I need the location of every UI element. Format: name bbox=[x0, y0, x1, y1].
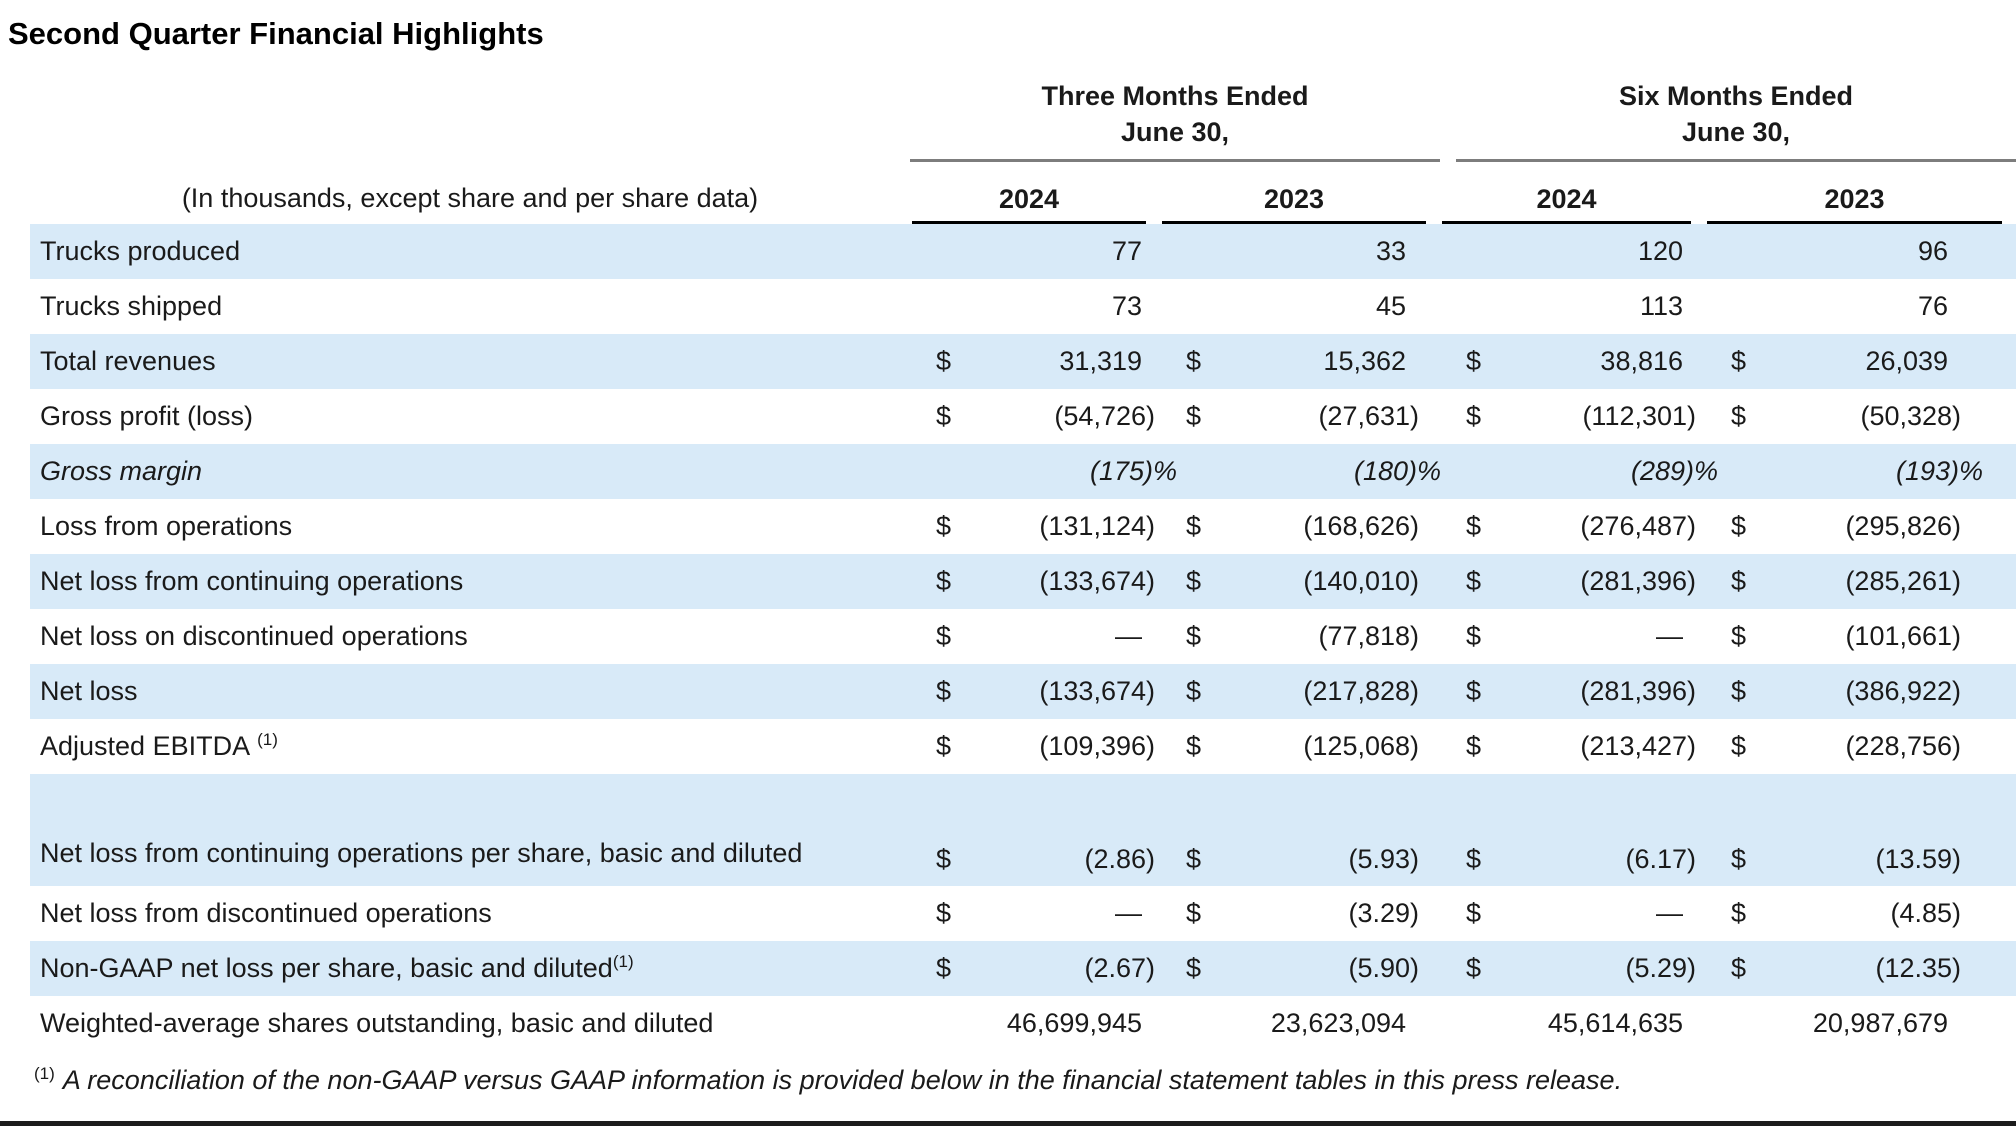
value-text: (228,756) bbox=[1845, 730, 1962, 761]
currency-symbol: $ bbox=[1466, 730, 1482, 761]
row-label bbox=[30, 664, 910, 719]
value-cell bbox=[1495, 941, 1705, 996]
row-label-text: Net loss from continuing operations per share, basic and diluted bbox=[40, 838, 803, 869]
value-text: (276,487) bbox=[1580, 510, 1697, 541]
currency-symbol: $ bbox=[1186, 565, 1202, 596]
value-text: (77,818) bbox=[1318, 620, 1420, 651]
units-note: (In thousands, except share and per share data) bbox=[181, 182, 759, 213]
table-row bbox=[30, 664, 2016, 719]
value-text: 113 bbox=[1639, 290, 1684, 321]
value-cell bbox=[965, 279, 1160, 334]
table-row bbox=[30, 389, 2016, 444]
value-text: (54,726) bbox=[1054, 400, 1155, 431]
currency-symbol: $ bbox=[1466, 952, 1482, 983]
value-text: (133,674) bbox=[1039, 565, 1155, 596]
value-text: 77 bbox=[1111, 235, 1142, 266]
row-label-text: Weighted-average shares outstanding, basic and diluted bbox=[40, 1007, 714, 1038]
currency-symbol: $ bbox=[936, 843, 952, 874]
currency-symbol bbox=[910, 444, 965, 499]
footnote bbox=[34, 1065, 2016, 1096]
value-text: (180)% bbox=[1353, 455, 1442, 486]
table-row bbox=[30, 886, 2016, 941]
value-text: (295,826) bbox=[1845, 510, 1962, 541]
currency-symbol: $ bbox=[1466, 675, 1482, 706]
value-cell bbox=[1495, 279, 1705, 334]
row-label-text: Trucks produced bbox=[40, 235, 241, 266]
value-cell bbox=[1767, 279, 2016, 334]
row-label-text: Gross margin bbox=[40, 455, 203, 486]
footnote-marker: (1) bbox=[612, 951, 634, 971]
currency-symbol bbox=[910, 224, 965, 279]
group-title-line1: Three Months Ended bbox=[1041, 81, 1309, 111]
period-group-header-row bbox=[30, 78, 2016, 162]
value-cell bbox=[965, 554, 1160, 609]
value-cell bbox=[965, 774, 1160, 886]
table-row bbox=[30, 609, 2016, 664]
value-cell bbox=[1495, 389, 1705, 444]
financial-highlights-table bbox=[30, 78, 2016, 1051]
value-text: — bbox=[1656, 620, 1684, 651]
value-text: (13.59) bbox=[1875, 843, 1962, 874]
currency-symbol: $ bbox=[1186, 730, 1202, 761]
value-cell bbox=[965, 719, 1160, 774]
currency-symbol: $ bbox=[1466, 510, 1482, 541]
value-cell bbox=[1495, 224, 1705, 279]
currency-symbol: $ bbox=[1186, 897, 1202, 928]
currency-symbol: $ bbox=[936, 345, 952, 376]
currency-symbol bbox=[1440, 224, 1495, 279]
currency-symbol: $ bbox=[936, 897, 952, 928]
value-text: (5.93) bbox=[1348, 843, 1420, 874]
currency-symbol: $ bbox=[1731, 345, 1747, 376]
value-text: 96 bbox=[1917, 235, 1949, 266]
value-cell bbox=[965, 941, 1160, 996]
value-text: (281,396) bbox=[1580, 675, 1697, 706]
value-cell bbox=[1222, 886, 1440, 941]
currency-symbol: $ bbox=[1186, 510, 1202, 541]
currency-symbol: $ bbox=[936, 565, 952, 596]
year-2023-six-months: 2023 bbox=[1707, 184, 2002, 224]
table-row bbox=[30, 941, 2016, 996]
value-text: (140,010) bbox=[1303, 565, 1420, 596]
value-cell bbox=[1222, 334, 1440, 389]
value-text: 38,816 bbox=[1600, 345, 1684, 376]
row-label bbox=[30, 279, 910, 334]
currency-symbol: $ bbox=[1186, 620, 1202, 651]
currency-symbol bbox=[1705, 996, 1767, 1051]
three-months-group-header bbox=[910, 78, 1440, 162]
value-text: (101,661) bbox=[1845, 620, 1962, 651]
value-text: (125,068) bbox=[1303, 730, 1420, 761]
currency-symbol: $ bbox=[1731, 843, 1747, 874]
table-row bbox=[30, 444, 2016, 499]
value-text: (175)% bbox=[1089, 455, 1177, 486]
value-text: 20,987,679 bbox=[1812, 1007, 1949, 1038]
value-cell bbox=[965, 996, 1160, 1051]
group-title-line2: June 30, bbox=[1120, 117, 1230, 148]
value-text: (2.86) bbox=[1084, 843, 1155, 874]
value-text: (112,301) bbox=[1582, 400, 1697, 431]
table-row bbox=[30, 554, 2016, 609]
currency-symbol: $ bbox=[1186, 843, 1202, 874]
value-cell bbox=[1222, 279, 1440, 334]
year-header-cell bbox=[1160, 162, 1440, 224]
value-text: (6.17) bbox=[1625, 843, 1697, 874]
table-row bbox=[30, 996, 2016, 1051]
value-cell bbox=[1495, 444, 1719, 499]
table-row bbox=[30, 499, 2016, 554]
value-text: (281,396) bbox=[1580, 565, 1697, 596]
group-title-line2: June 30, bbox=[1681, 117, 1791, 148]
row-label bbox=[30, 554, 910, 609]
currency-symbol bbox=[1160, 996, 1222, 1051]
currency-symbol: $ bbox=[936, 510, 952, 541]
currency-symbol: $ bbox=[1731, 952, 1747, 983]
value-cell bbox=[1222, 609, 1440, 664]
value-cell bbox=[965, 664, 1160, 719]
value-cell bbox=[1222, 774, 1440, 886]
currency-symbol: $ bbox=[936, 620, 952, 651]
value-cell bbox=[1222, 224, 1440, 279]
value-cell bbox=[1222, 664, 1440, 719]
value-text: 31,319 bbox=[1059, 345, 1142, 376]
value-cell bbox=[1222, 554, 1440, 609]
currency-symbol: $ bbox=[936, 730, 952, 761]
value-text: 73 bbox=[1111, 290, 1142, 321]
currency-symbol: $ bbox=[936, 952, 952, 983]
value-text: (50,328) bbox=[1860, 400, 1962, 431]
currency-symbol: $ bbox=[1466, 620, 1482, 651]
row-label bbox=[30, 389, 910, 444]
header-spacer bbox=[30, 78, 910, 162]
value-cell bbox=[1495, 774, 1705, 886]
value-cell bbox=[965, 444, 1177, 499]
page-bottom-rule bbox=[0, 1121, 2016, 1126]
currency-symbol bbox=[1160, 224, 1222, 279]
currency-symbol bbox=[1440, 444, 1495, 499]
currency-symbol: $ bbox=[1186, 400, 1202, 431]
value-text: (133,674) bbox=[1039, 675, 1155, 706]
three-months-group-title bbox=[910, 78, 1440, 162]
value-cell bbox=[1767, 609, 2016, 664]
value-text: 33 bbox=[1375, 235, 1407, 266]
row-label-text: Gross profit (loss) bbox=[40, 400, 254, 431]
value-text: (289)% bbox=[1630, 455, 1719, 486]
value-cell bbox=[1222, 444, 1440, 499]
currency-symbol bbox=[910, 996, 965, 1051]
row-label-text: Trucks shipped bbox=[40, 290, 223, 321]
value-cell bbox=[1767, 774, 2016, 886]
currency-symbol: $ bbox=[1466, 843, 1482, 874]
value-text: 76 bbox=[1917, 290, 1949, 321]
row-label bbox=[30, 499, 910, 554]
value-cell bbox=[1767, 389, 2016, 444]
year-2023-three-months: 2023 bbox=[1162, 184, 1426, 224]
currency-symbol bbox=[1440, 996, 1495, 1051]
row-label bbox=[30, 334, 910, 389]
value-text: 26,039 bbox=[1865, 345, 1949, 376]
value-cell bbox=[1767, 941, 2016, 996]
value-text: 120 bbox=[1637, 235, 1684, 266]
currency-symbol: $ bbox=[1466, 400, 1482, 431]
value-cell bbox=[1495, 996, 1705, 1051]
currency-symbol bbox=[1705, 224, 1767, 279]
value-text: (285,261) bbox=[1845, 565, 1962, 596]
value-text: (217,828) bbox=[1303, 675, 1420, 706]
value-cell bbox=[965, 886, 1160, 941]
value-text: — bbox=[1115, 897, 1142, 928]
currency-symbol bbox=[910, 279, 965, 334]
value-cell bbox=[965, 609, 1160, 664]
row-label bbox=[30, 996, 910, 1051]
value-cell bbox=[1767, 996, 2016, 1051]
row-label bbox=[30, 774, 910, 886]
row-label bbox=[30, 224, 910, 279]
value-cell bbox=[1767, 719, 2016, 774]
row-label-text: Adjusted EBITDA bbox=[40, 730, 251, 761]
currency-symbol: $ bbox=[1466, 345, 1482, 376]
six-months-group-title bbox=[1456, 78, 2016, 162]
value-text: (5.29) bbox=[1625, 952, 1697, 983]
value-text: 46,699,945 bbox=[1006, 1007, 1142, 1038]
year-header-cell bbox=[1440, 162, 1705, 224]
value-cell bbox=[1495, 499, 1705, 554]
value-cell bbox=[1495, 334, 1705, 389]
value-text: 15,362 bbox=[1323, 345, 1407, 376]
value-cell bbox=[1495, 886, 1705, 941]
currency-symbol: $ bbox=[1731, 730, 1747, 761]
value-text: (109,396) bbox=[1039, 730, 1155, 761]
currency-symbol: $ bbox=[1466, 565, 1482, 596]
value-text: 45,614,635 bbox=[1547, 1007, 1684, 1038]
table-row bbox=[30, 224, 2016, 279]
value-cell bbox=[1495, 554, 1705, 609]
currency-symbol bbox=[1160, 279, 1222, 334]
value-cell bbox=[965, 499, 1160, 554]
table-row bbox=[30, 774, 2016, 886]
row-label bbox=[30, 609, 910, 664]
value-cell bbox=[965, 224, 1160, 279]
six-months-group-header bbox=[1440, 78, 2016, 162]
value-cell bbox=[1767, 554, 2016, 609]
currency-symbol: $ bbox=[1186, 952, 1202, 983]
value-cell bbox=[1222, 941, 1440, 996]
currency-symbol: $ bbox=[1731, 675, 1747, 706]
page-title: Second Quarter Financial Highlights bbox=[8, 16, 544, 51]
table-body bbox=[30, 224, 2016, 1051]
currency-symbol: $ bbox=[1731, 565, 1747, 596]
value-cell bbox=[1222, 719, 1440, 774]
value-text: (168,626) bbox=[1303, 510, 1420, 541]
value-text: (4.85) bbox=[1890, 897, 1962, 928]
value-cell bbox=[1767, 224, 2016, 279]
currency-symbol: $ bbox=[936, 675, 952, 706]
value-text: (2.67) bbox=[1084, 952, 1155, 983]
table-row bbox=[30, 334, 2016, 389]
value-cell bbox=[965, 334, 1160, 389]
footnote-text: A reconciliation of the non-GAAP versus GAAP information is provided below in the financial statement tables in this press release. bbox=[62, 1064, 1623, 1095]
row-label bbox=[30, 886, 910, 941]
value-text: (386,922) bbox=[1845, 675, 1962, 706]
value-text: (3.29) bbox=[1348, 897, 1420, 928]
value-text: 45 bbox=[1375, 290, 1407, 321]
row-label-text: Loss from operations bbox=[40, 510, 293, 541]
year-header-cell bbox=[910, 162, 1160, 224]
year-header-row bbox=[30, 162, 2016, 224]
row-label-text: Net loss on discontinued operations bbox=[40, 620, 468, 651]
currency-symbol bbox=[1440, 279, 1495, 334]
footnote-marker: (1) bbox=[257, 729, 278, 749]
currency-symbol: $ bbox=[1731, 400, 1747, 431]
value-cell bbox=[1495, 664, 1705, 719]
value-cell bbox=[1767, 664, 2016, 719]
table-row bbox=[30, 719, 2016, 774]
value-text: (5.90) bbox=[1348, 952, 1420, 983]
currency-symbol: $ bbox=[1731, 897, 1747, 928]
currency-symbol bbox=[1705, 279, 1767, 334]
row-label-text: Non-GAAP net loss per share, basic and diluted bbox=[40, 952, 613, 983]
value-text: 23,623,094 bbox=[1270, 1007, 1407, 1038]
value-cell bbox=[1495, 719, 1705, 774]
value-cell bbox=[1495, 609, 1705, 664]
value-text: (12.35) bbox=[1875, 952, 1962, 983]
currency-symbol: $ bbox=[936, 400, 952, 431]
value-cell bbox=[1222, 389, 1440, 444]
row-label-text: Net loss bbox=[40, 675, 138, 706]
value-cell bbox=[1767, 334, 2016, 389]
currency-symbol: $ bbox=[1186, 345, 1202, 376]
value-text: (213,427) bbox=[1580, 730, 1697, 761]
row-label bbox=[30, 444, 910, 499]
currency-symbol: $ bbox=[1731, 620, 1747, 651]
value-cell bbox=[965, 389, 1160, 444]
value-cell bbox=[1767, 886, 2016, 941]
value-cell bbox=[1767, 444, 2016, 499]
value-cell bbox=[1222, 499, 1440, 554]
value-cell bbox=[1767, 499, 2016, 554]
row-label bbox=[30, 941, 910, 996]
row-label-text: Net loss from discontinued operations bbox=[40, 897, 492, 928]
row-label bbox=[30, 719, 910, 774]
table-row bbox=[30, 279, 2016, 334]
value-text: (131,124) bbox=[1039, 510, 1155, 541]
value-text: (27,631) bbox=[1318, 400, 1420, 431]
footnote-marker: (1) bbox=[34, 1063, 55, 1083]
value-cell bbox=[1222, 996, 1440, 1051]
value-text: — bbox=[1656, 897, 1684, 928]
year-2024-six-months: 2024 bbox=[1442, 184, 1691, 224]
row-label-text: Total revenues bbox=[40, 345, 216, 376]
currency-symbol: $ bbox=[1466, 897, 1482, 928]
currency-symbol: $ bbox=[1186, 675, 1202, 706]
value-text: (193)% bbox=[1895, 455, 1984, 486]
currency-symbol: $ bbox=[1731, 510, 1747, 541]
year-header-cell bbox=[1705, 162, 2016, 224]
value-text: — bbox=[1115, 620, 1142, 651]
year-2024-three-months: 2024 bbox=[912, 184, 1146, 224]
row-label-text: Net loss from continuing operations bbox=[40, 565, 464, 596]
group-title-line1: Six Months Ended bbox=[1619, 81, 1854, 111]
